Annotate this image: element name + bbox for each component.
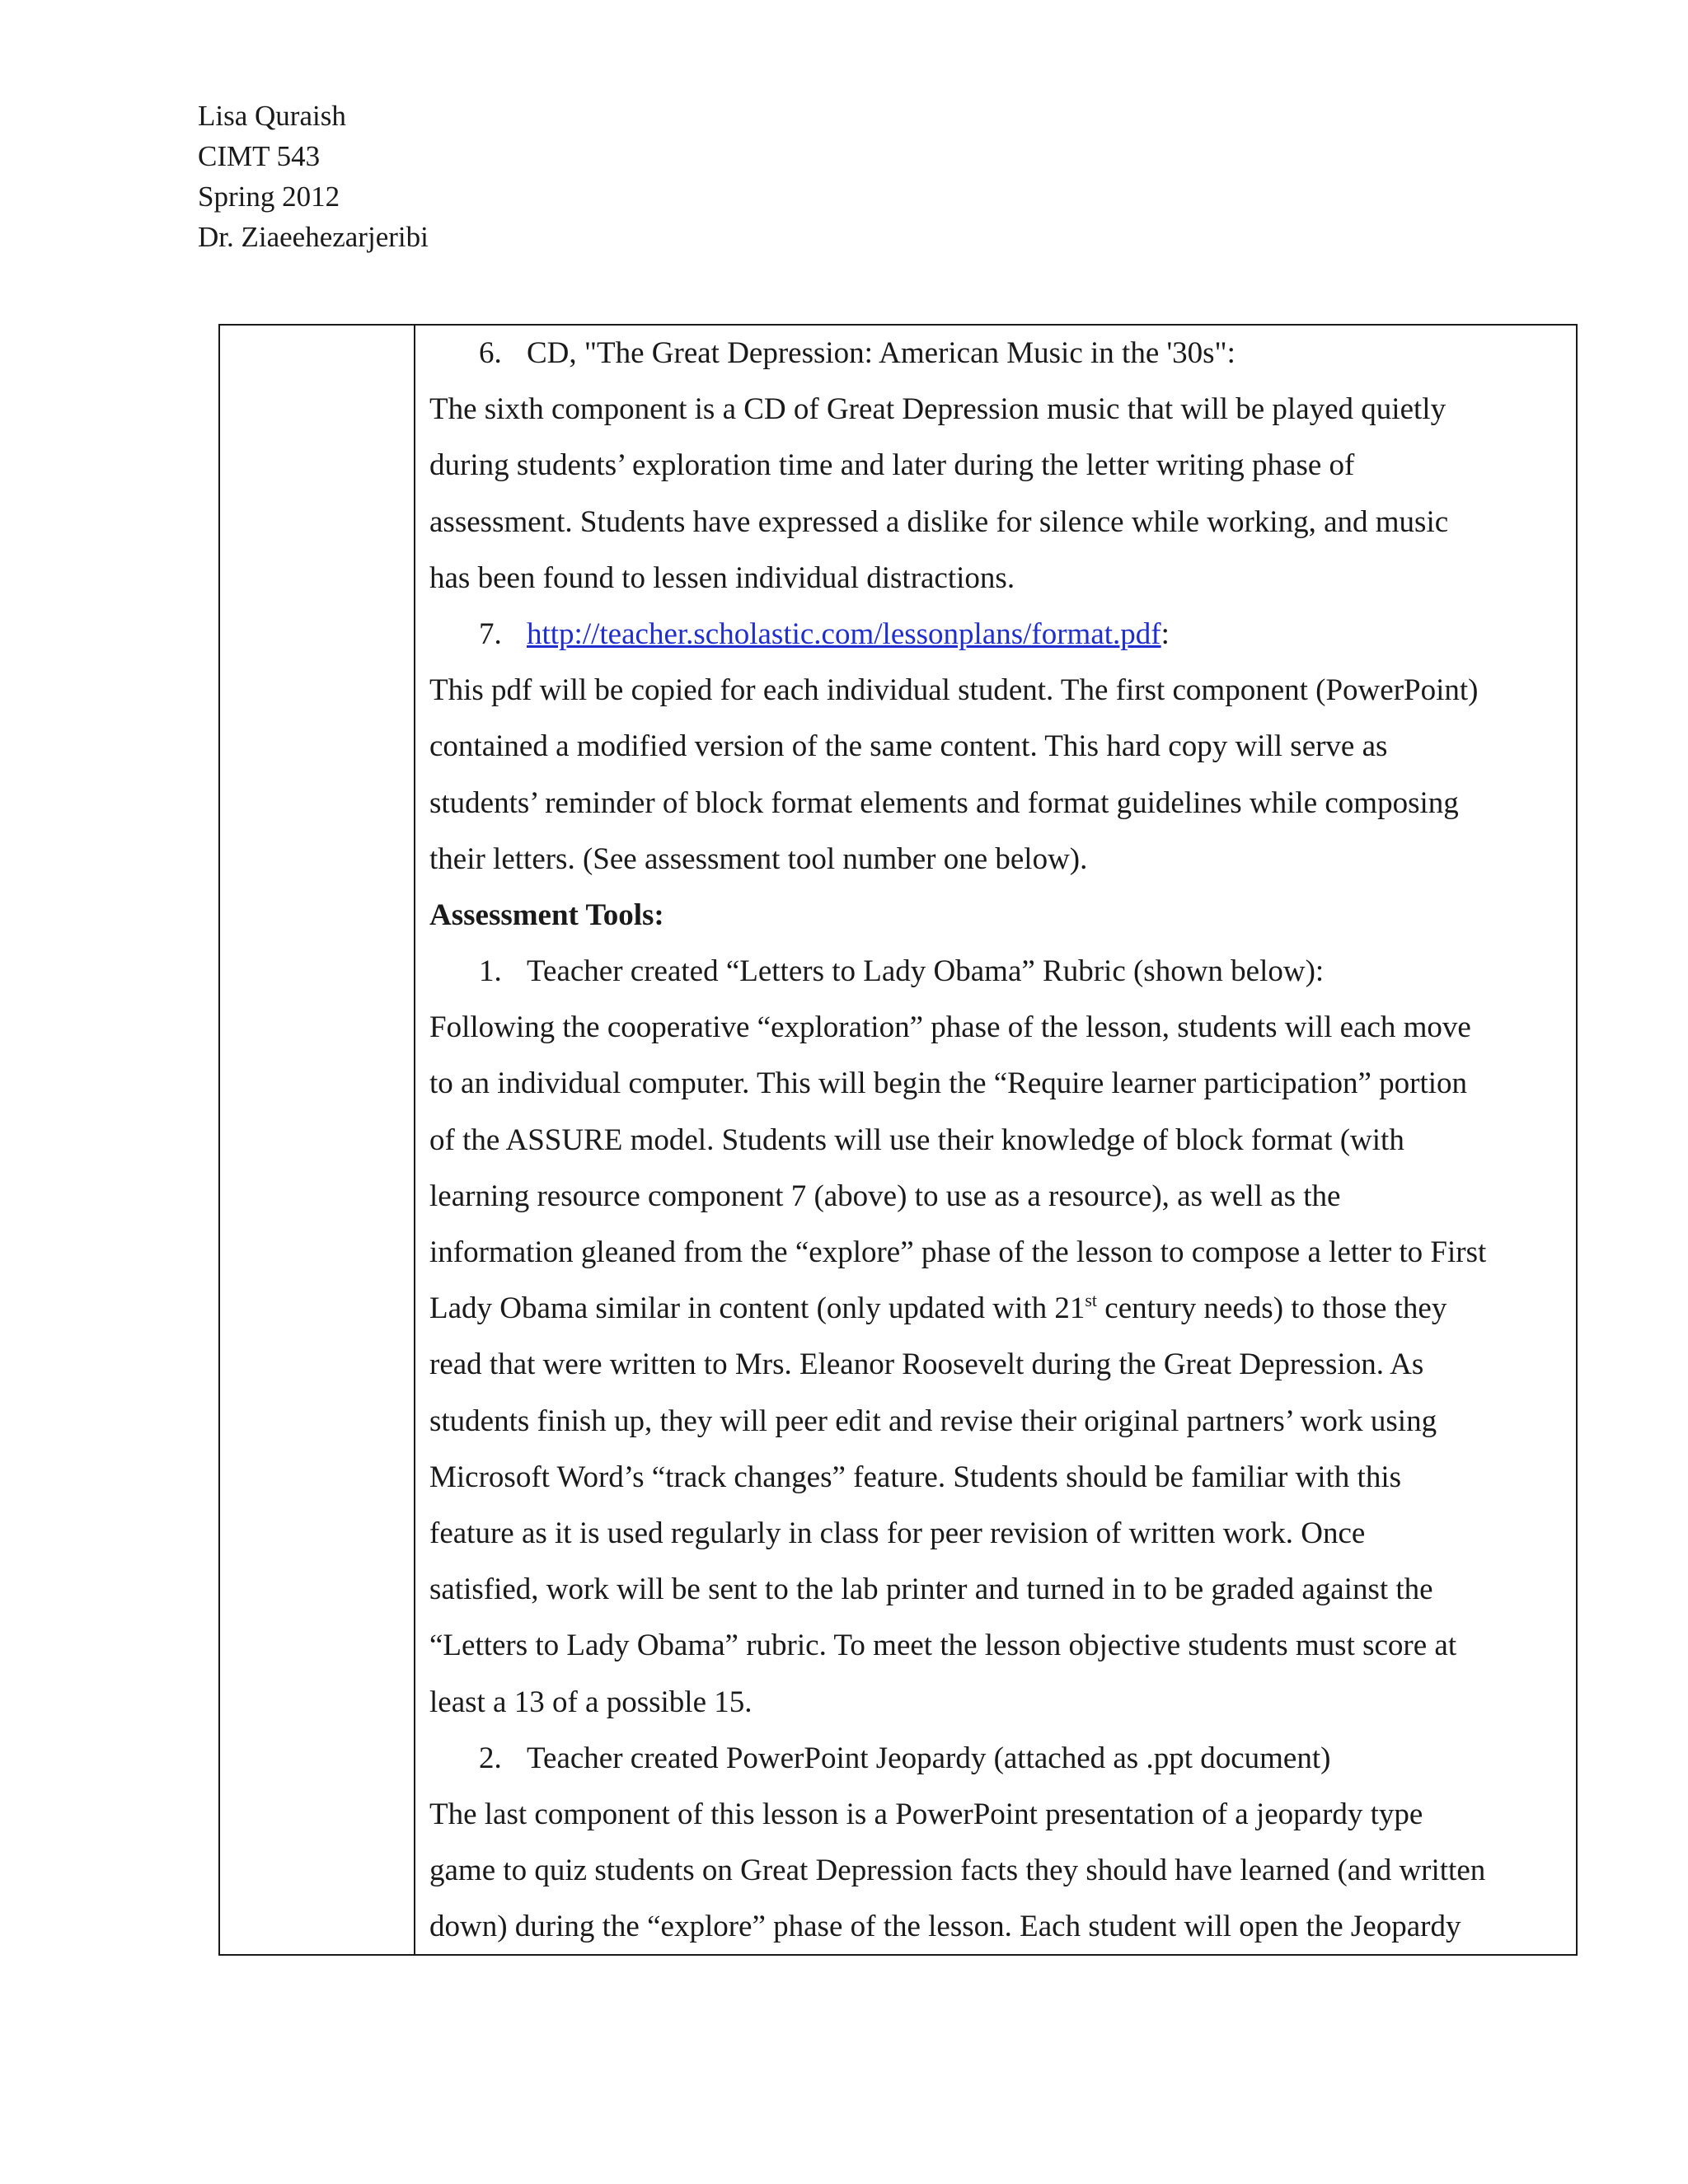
text-line: feature as it is used regularly in class for peer revision of written work. Once <box>429 1516 1366 1550</box>
text-line: read that were written to Mrs. Eleanor Roosevelt during the Great Depression. As <box>429 1347 1424 1382</box>
table-left-cell <box>220 326 414 1954</box>
term: Spring 2012 <box>198 180 340 213</box>
assessment-tool-2 <box>429 1731 1575 1787</box>
text-line: least a 13 of a possible 15. <box>429 1685 753 1719</box>
text-line: contained a modified version of the same content. This hard copy will serve as <box>429 729 1388 764</box>
list-number: 7. <box>479 616 502 651</box>
author-name: Lisa Quraish <box>198 100 346 132</box>
course-code: CIMT 543 <box>198 140 321 172</box>
text-line: assessment. Students have expressed a dislike for silence while working, and music <box>429 504 1449 539</box>
text-line <box>429 1281 1575 1337</box>
text-fragment: century needs) to those they <box>1097 1291 1447 1326</box>
text-line: to an individual computer. This will begin the “Require learner participation” portion <box>429 1066 1468 1101</box>
paragraph-item-6 <box>429 382 1575 607</box>
text-line: has been found to lessen individual distractions. <box>429 560 1015 595</box>
text-line: students finish up, they will peer edit and revise their original partners’ work using <box>429 1404 1437 1438</box>
text-line: students’ reminder of block format elements and format guidelines while composing <box>429 785 1459 820</box>
text-line: Following the cooperative “exploration” phase of the lesson, students will each move <box>429 1010 1471 1045</box>
text-line: their letters. (See assessment tool number one below). <box>429 841 1088 876</box>
column-divider <box>414 326 415 1954</box>
document-header <box>198 96 429 257</box>
text-line: satisfied, work will be sent to the lab printer and turned in to be graded against the <box>429 1572 1433 1607</box>
text-line: The sixth component is a CD of Great Depression music that will be played quietly <box>429 392 1447 427</box>
text-line: learning resource component 7 (above) to use as a resource), as well as the <box>429 1179 1341 1213</box>
list-item-6 <box>429 326 1575 382</box>
list-number: 1. <box>479 954 502 989</box>
list-item-title: Teacher created PowerPoint Jeopardy (attached as .ppt document) <box>527 1741 1331 1775</box>
list-item-title <box>527 607 1170 663</box>
superscript: st <box>1085 1290 1098 1311</box>
text-fragment: Lady Obama similar in content (only updated with 21 <box>429 1291 1085 1326</box>
paragraph-tool-2 <box>429 1787 1575 1956</box>
format-pdf-link[interactable]: http://teacher.scholastic.com/lessonplans/format.pdf <box>527 616 1161 651</box>
paragraph-tool-1 <box>429 1000 1575 1730</box>
list-number: 6. <box>479 336 502 370</box>
text-line: Microsoft Word’s “track changes” feature. Students should be familiar with this <box>429 1460 1402 1494</box>
text-line: game to quiz students on Great Depression facts they should have learned (and written <box>429 1854 1486 1888</box>
text-line: of the ASSURE model. Students will use their knowledge of block format (with <box>429 1122 1404 1157</box>
text-line: during students’ exploration time and later during the letter writing phase of <box>429 448 1355 483</box>
table-content-cell <box>429 326 1575 1955</box>
lesson-plan-table <box>218 324 1578 1956</box>
assessment-tool-1 <box>429 944 1575 1000</box>
list-number: 2. <box>479 1741 502 1775</box>
link-suffix: : <box>1160 616 1170 651</box>
text-line: The last component of this lesson is a PowerPoint presentation of a jeopardy type <box>429 1797 1423 1831</box>
list-item-7 <box>429 607 1575 663</box>
text-line: “Letters to Lady Obama” rubric. To meet the lesson objective students must score at <box>429 1629 1457 1663</box>
paragraph-item-7 <box>429 663 1575 888</box>
list-item-title: Teacher created “Letters to Lady Obama” Rubric (shown below): <box>527 954 1325 989</box>
section-heading: Assessment Tools: <box>429 898 664 932</box>
text-line: down) during the “explore” phase of the lesson. Each student will open the Jeopardy <box>429 1910 1461 1944</box>
text-line: This pdf will be copied for each individual student. The first component (PowerPoint) <box>429 673 1479 708</box>
text-line: information gleaned from the “explore” phase of the lesson to compose a letter to First <box>429 1235 1487 1269</box>
list-item-title: CD, "The Great Depression: American Music in the '30s": <box>527 336 1236 370</box>
instructor-name: Dr. Ziaeehezarjeribi <box>198 221 429 253</box>
